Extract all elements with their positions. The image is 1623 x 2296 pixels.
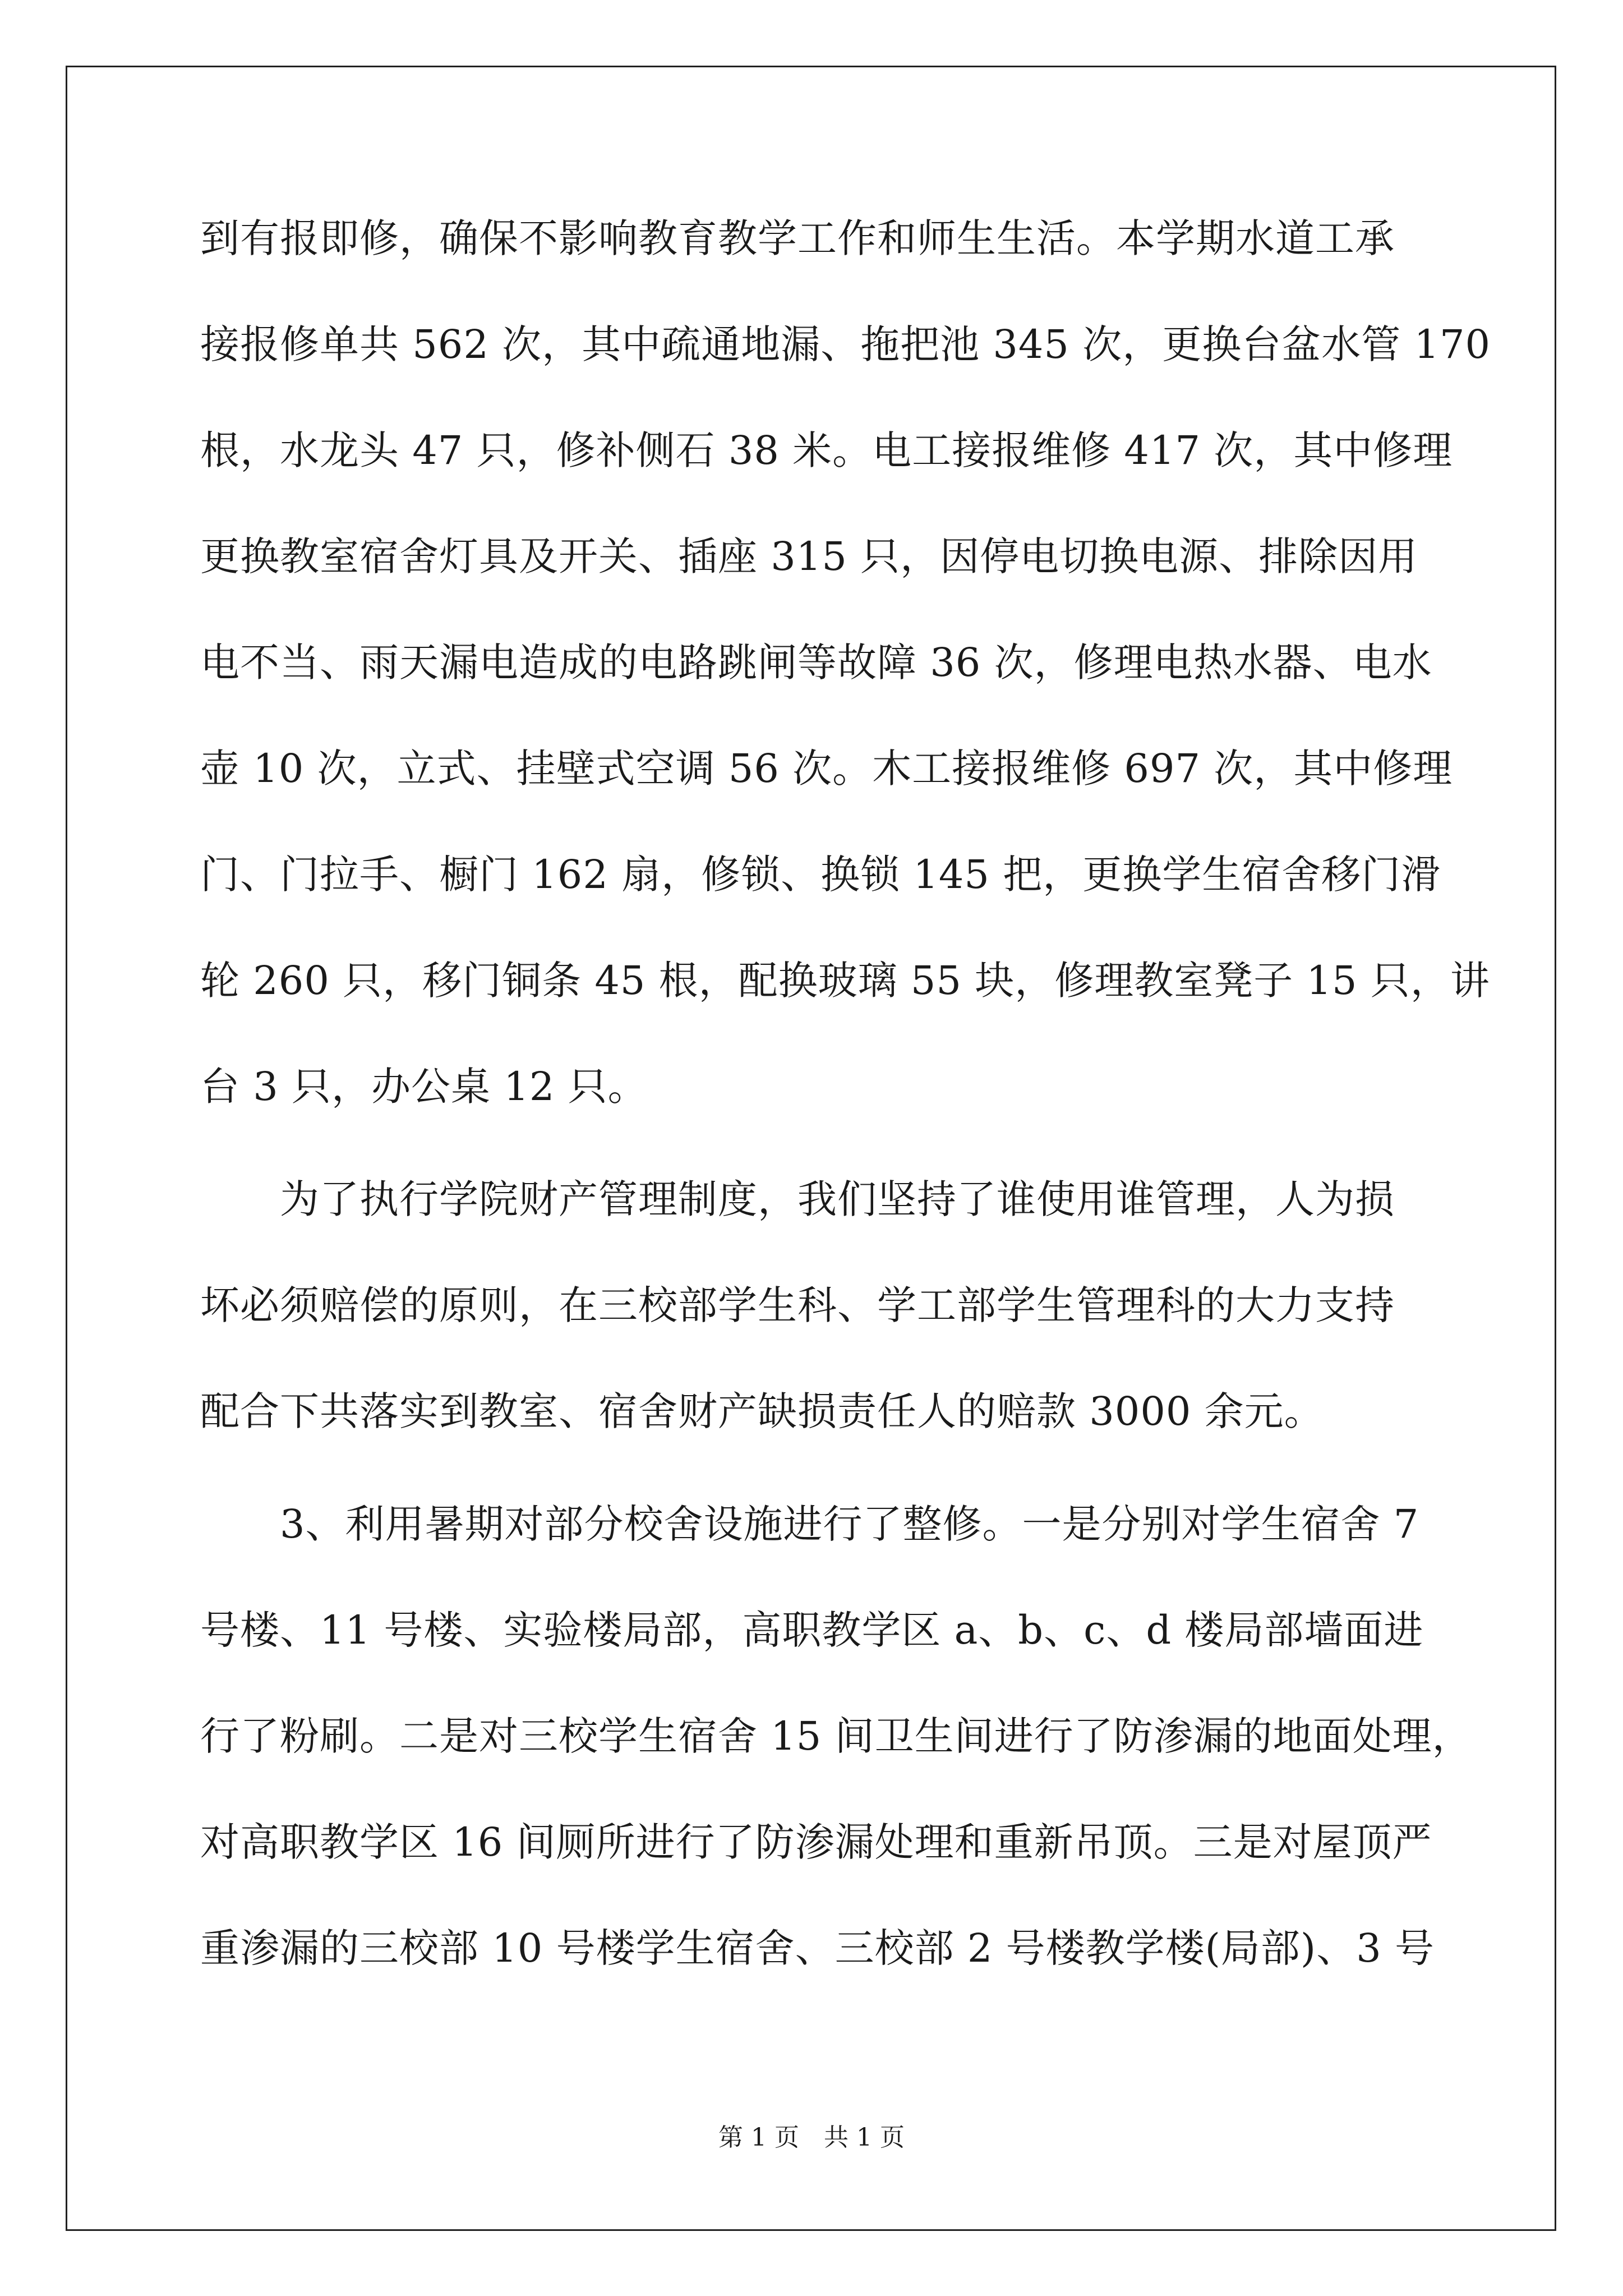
text-line: 台 3 只，办公桌 12 只。 bbox=[200, 1064, 648, 1110]
text-line: 重渗漏的三校部 10 号楼学生宿舍、三校部 2 号楼教学楼(局部)、3 号 bbox=[200, 1925, 1435, 1971]
paragraph bbox=[200, 215, 1491, 1173]
text-line: 到有报即修，确保不影响教育教学工作和师生生活。本学期水道工承 bbox=[200, 215, 1395, 261]
paragraph bbox=[200, 1176, 1434, 1498]
text-line: 轮 260 只，移门铜条 45 根，配换玻璃 55 块，修理教室凳子 15 只，讲 bbox=[200, 958, 1490, 1004]
text-line: 更换教室宿舍灯具及开关、插座 315 只，因停电切换电源、排除因用 bbox=[200, 533, 1418, 579]
paragraph bbox=[200, 1501, 1472, 2035]
text-line: 电不当、雨天漏电造成的电路跳闸等故障 36 次，修理电热水器、电水 bbox=[200, 639, 1432, 685]
text-line: 对高职教学区 16 间厕所进行了防渗漏处理和重新吊顶。三是对屋顶严 bbox=[200, 1819, 1432, 1865]
text-line: 接报修单共 562 次，其中疏通地漏、拖把池 345 次，更换台盆水管 170 bbox=[200, 321, 1491, 367]
page-footer: 第 1 页 共 1 页 bbox=[718, 2123, 905, 2152]
text-line: 号楼、11 号楼、实验楼局部，高职教学区 a、b、c、d 楼局部墙面进 bbox=[200, 1607, 1424, 1653]
text-line: 壶 10 次，立式、挂壁式空调 56 次。木工接报维修 697 次，其中修理 bbox=[200, 746, 1453, 792]
text-line: 门、门拉手、橱门 162 扇，修锁、换锁 145 把，更换学生宿舍移门滑 bbox=[200, 852, 1441, 898]
text-line: 为了执行学院财产管理制度，我们坚持了谁使用谁管理，人为损 bbox=[200, 1176, 1395, 1222]
text-line: 根，水龙头 47 只，修补侧石 38 米。电工接报维修 417 次，其中修理 bbox=[200, 427, 1453, 473]
document-body bbox=[200, 215, 1491, 2035]
text-line: 行了粉刷。二是对三校学生宿舍 15 间卫生间进行了防渗漏的地面处理， bbox=[200, 1713, 1472, 1759]
text-line: 坏必须赔偿的原则，在三校部学生科、学工部学生管理科的大力支持 bbox=[200, 1282, 1395, 1328]
text-line: 配合下共落实到教室、宿舍财产缺损责任人的赔款 3000 余元。 bbox=[200, 1388, 1324, 1434]
text-line: 3、利用暑期对部分校舍设施进行了整修。一是分别对学生宿舍 7 bbox=[200, 1501, 1419, 1547]
